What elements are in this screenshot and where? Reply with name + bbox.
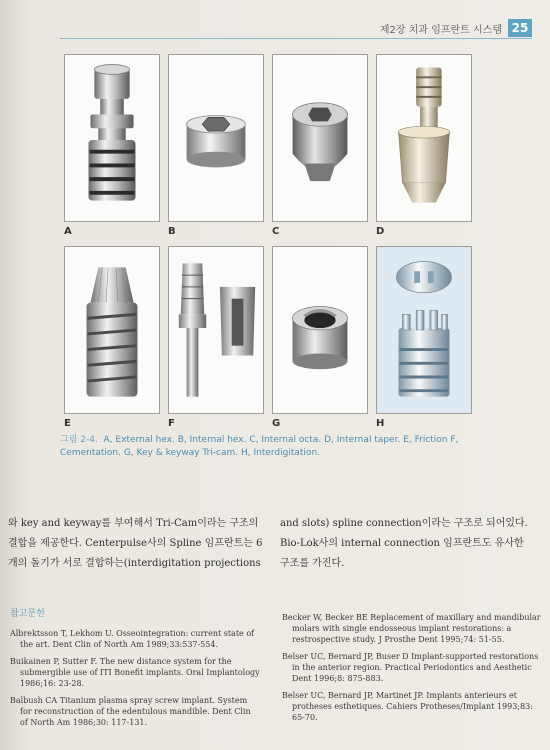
interdigitation-illustration [377, 247, 471, 413]
body-line: 결합을 제공한다. Centerpulse사의 Spline 임프란트는 6 [8, 538, 263, 549]
figure-panel-d [376, 54, 472, 222]
figure-panel-h [376, 246, 472, 414]
body-line: 와 key and keyway를 부여해서 Tri-Cam이라는 구조의 [8, 518, 259, 529]
internal-hex-illustration [169, 55, 263, 221]
reference-item: Becker W, Becker BE Replacement of maxillary and mandibular molars with single endosseous implant restorations: a restrospective study. J Prosthe Dent 1995;74: 51-55. [282, 613, 541, 644]
panel-label-g: G [272, 418, 281, 429]
cementation-illustration [169, 247, 263, 413]
references-heading: 참고문헌 [10, 609, 45, 619]
panel-label-h: H [376, 418, 385, 429]
body-text-right [280, 514, 542, 574]
panel-label-b: B [168, 226, 176, 237]
internal-taper-illustration [377, 55, 471, 221]
reference-item: Belser UC, Bernard JP, Buser D Implant-supported restorations in the anterior region. Practical Periodontics and Aesthetic Dent 1996;8: 875-883. [282, 652, 539, 683]
body-text-left [8, 514, 270, 574]
panel-label-d: D [376, 226, 385, 237]
key-keyway-tri-cam-illustration [273, 247, 367, 413]
reference-item: Belser UC, Bernard JP, Martinet JP. Implants anterieurs et protheses esthetiques. Cahiers Protheses/Implant 1993;83: 65-70. [282, 691, 533, 722]
panel-label-a: A [64, 226, 72, 237]
figure-panel-f [168, 246, 264, 414]
body-line: 개의 돌기가 서로 결합하는(interdigitation projections [8, 558, 261, 569]
panel-label-e: E [64, 418, 71, 429]
figure-caption [60, 434, 490, 460]
body-line: and slots) spline connection이라는 구조로 되어있다. [280, 518, 528, 529]
chapter-title: 제2장 치과 임프란트 시스템 [379, 24, 502, 36]
figure-panel-c [272, 54, 368, 222]
reference-item: Albrektsson T, Lekhom U. Osseointegration: current state of the art. Dent Clin of North Am 1989;33:537-554. [10, 629, 255, 649]
figure-panel-b [168, 54, 264, 222]
running-header [380, 18, 532, 38]
body-line: Bio-Lok사의 internal connection 임프란트도 유사한 [280, 538, 524, 549]
panel-label-c: C [272, 226, 280, 237]
reference-item: Balbush CA Titanium plasma spray screw implant. System for reconstruction of the edentulous mandible. Dent Clin of North Am 1986;30: 117-131. [10, 696, 251, 727]
figure-panel-a [64, 54, 160, 222]
external-hex-abutment-illustration [65, 55, 159, 221]
figure-panel-e [64, 246, 160, 414]
body-line: 구조를 가진다. [280, 558, 345, 569]
friction-illustration [65, 247, 159, 413]
panel-label-f: F [168, 418, 175, 429]
figure-caption-text: A, External hex. B, Internal hex. C, Internal octa. D, Internal taper. E, Friction F, Cementation. G, Key & keyway Tri-cam. H, Interdigitation. [60, 435, 459, 458]
references-right [282, 612, 542, 729]
figure-panel-g [272, 246, 368, 414]
header-rule [60, 38, 532, 39]
references-left [10, 628, 260, 734]
reference-item: Buikainen P, Sutter F. The new distance system for the submergible use of ITI Bonefit implants. Oral Implantology 1986;16: 23-28. [10, 657, 260, 688]
page-number: 25 [508, 19, 532, 37]
figure-caption-label: 그림 2-4. [60, 435, 98, 445]
internal-octa-illustration [273, 55, 367, 221]
